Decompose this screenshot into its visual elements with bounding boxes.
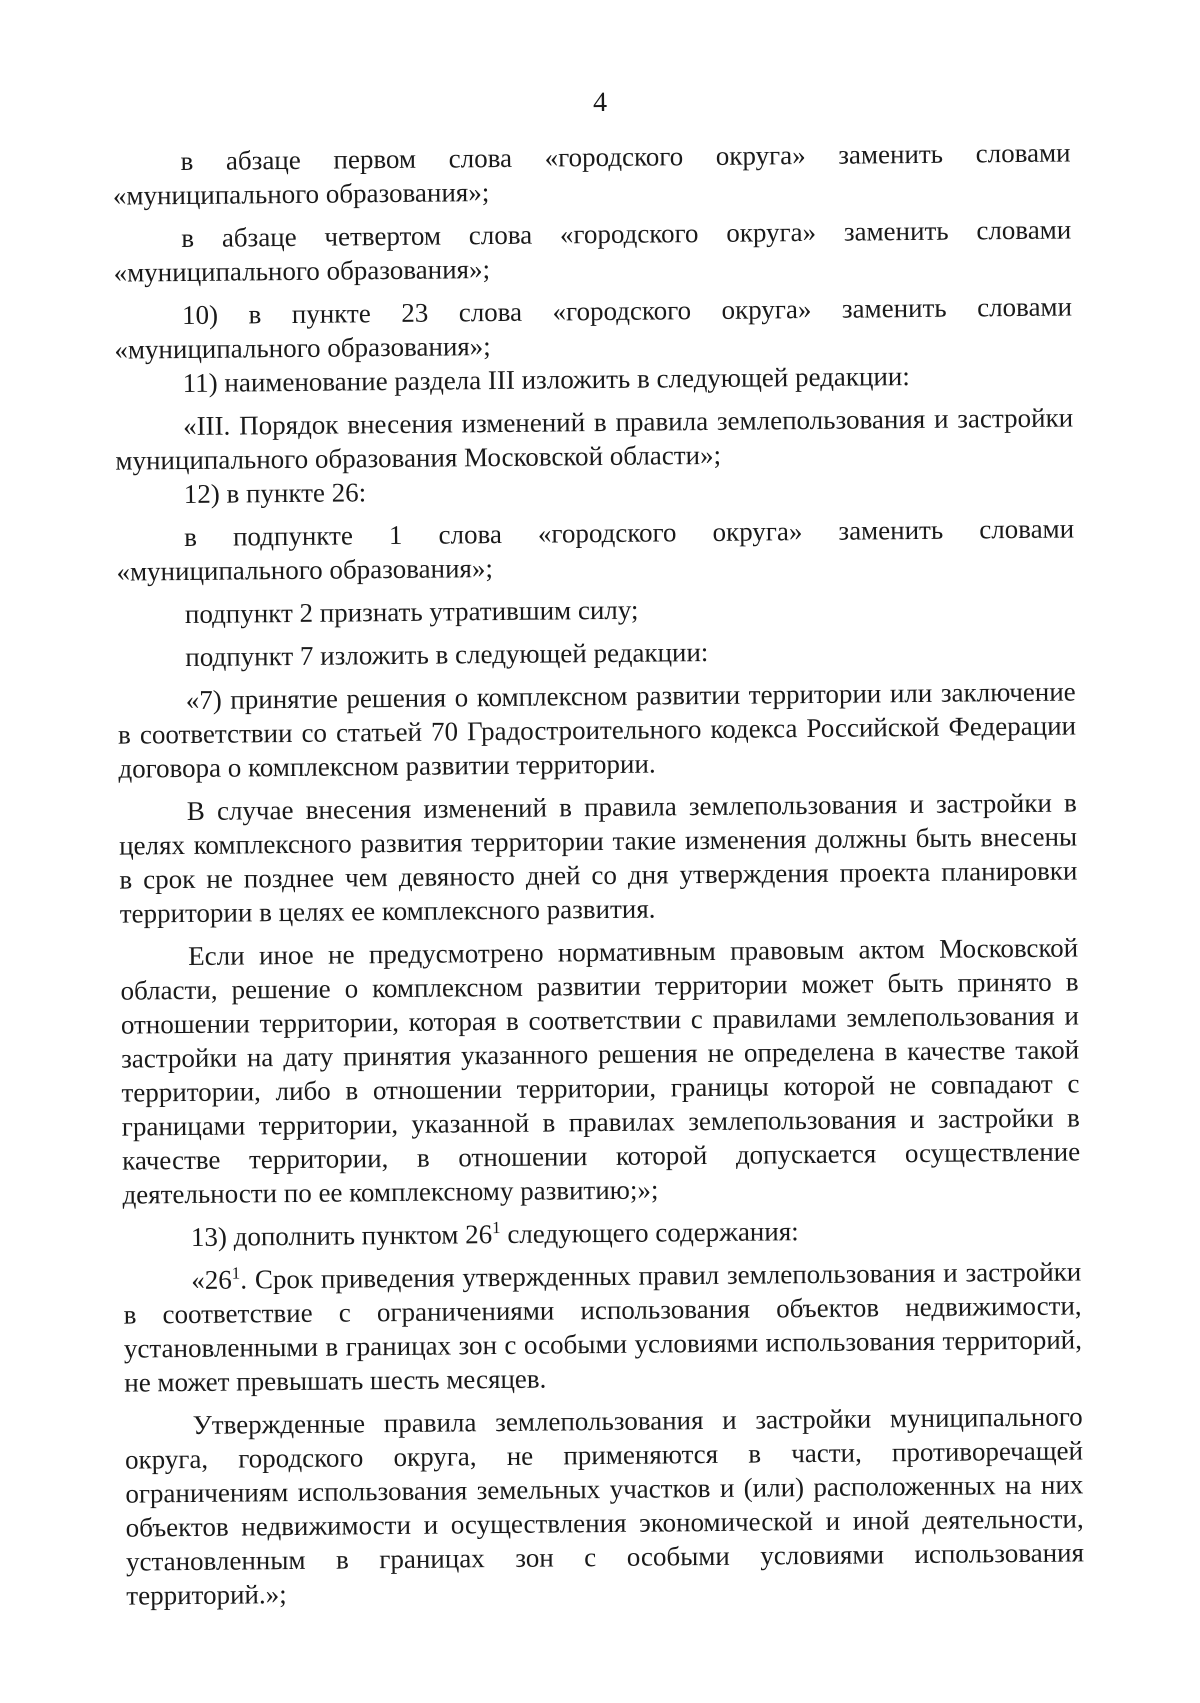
paragraph-13-before: 13) дополнить пунктом 26 — [190, 1219, 493, 1252]
paragraph-2: в абзаце четвертом слова «городского округа» заменить словами «муниципального образования»; — [113, 214, 1072, 288]
paragraph-8: подпункт 2 признать утратившим силу; — [184, 594, 639, 630]
page-number: 4 — [592, 86, 608, 119]
paragraph-12: Если иное не предусмотрено нормативным правовым актом Московской области, решение о комплексном развитии территории может быть принято в отношении территории, которая в соответствии с правилами землепользования и застройки на дату принятия указанного решения не определена в качестве такой территории, либо в отношении территории, границы которой не совпадают с границами территории, указанной в правилах землепользования и застройки в качестве территории, в отношении которой допускается осуществление деятельности по ее комплексному развитию;»; — [120, 932, 1081, 1210]
superscript: 1 — [231, 1263, 241, 1283]
paragraph-14 — [123, 1254, 1082, 1399]
document-body — [112, 135, 1084, 1612]
paragraph-5: «III. Порядок внесения изменений в правила землепользования и застройки муниципального образования Московской области»; — [115, 402, 1074, 476]
paragraph-10: «7) принятие решения о комплексном развитии территории или заключение в соответствии со статьей 70 Градостроительного кодекса Российской Федерации договора о комплексном развитии территории. — [117, 676, 1077, 784]
paragraph-9: подпункт 7 изложить в следующей редакции: — [185, 636, 709, 673]
paragraph-11: В случае внесения изменений в правила землепользования и застройки в целях комплексного развития территории такие изменения должны быть внесены в срок не позднее чем девяносто дней со дня утверждения проекта планировки территории в целях ее комплексного развития. — [118, 787, 1078, 929]
paragraph-15: Утвержденные правила землепользования и застройки муниципального округа, городского округа, не применяются в части, противоречащей ограничениям использования земельных участков и (или) расположенных на них объектов недвижимости и осуществления экономической и иной деятельности, установленным в границах зон с особыми условиями использования территорий.»; — [124, 1401, 1085, 1611]
paragraph-13-after: следующего содержания: — [500, 1216, 799, 1250]
paragraph-6: 12) в пункте 26: — [183, 477, 367, 510]
paragraph-13 — [123, 1211, 1081, 1254]
paragraph-3: 10) в пункте 23 слова «городского округа» заменить словами «муниципального образования»; — [114, 291, 1073, 365]
paragraph-1: в абзаце первом слова «городского округа» заменить словами «муниципального образования»; — [112, 137, 1071, 211]
paragraph-14-after: . Срок приведения утвержденных правил землепользования и застройки в соответствие с ограничениями использования объектов недвижимости, установленными в границах зон с особыми условиями использования территорий, не может превышать шесть месяцев. — [123, 1256, 1083, 1398]
superscript: 1 — [491, 1218, 501, 1238]
paragraph-14-before: «26 — [191, 1264, 232, 1295]
paragraph-4: 11) наименование раздела III изложить в следующей редакции: — [182, 361, 910, 399]
paragraph-7: в подпункте 1 слова «городского округа» заменить словами «муниципального образования»; — [116, 513, 1075, 587]
